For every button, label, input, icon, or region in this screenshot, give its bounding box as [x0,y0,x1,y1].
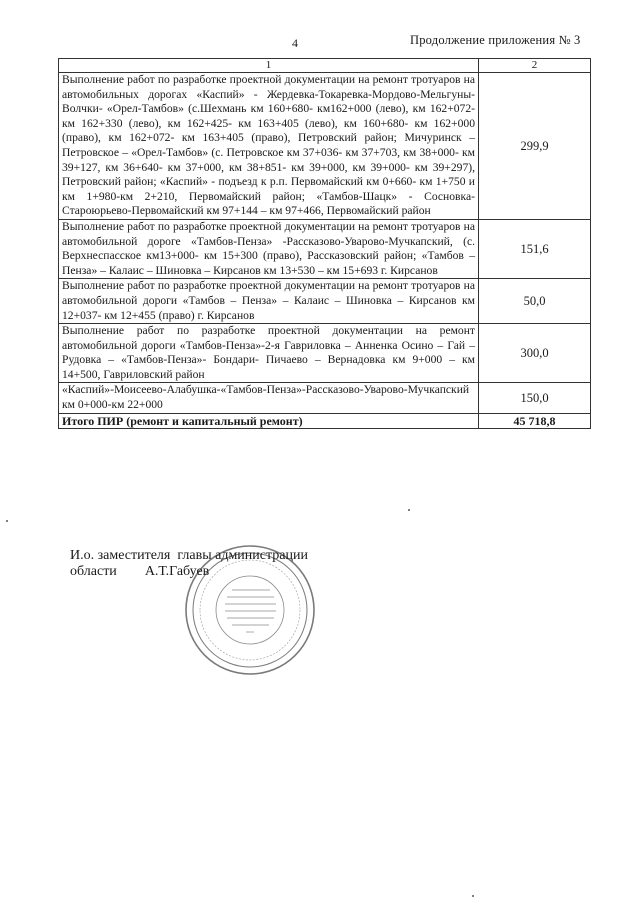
work-cost: 151,6 [479,219,591,278]
total-row [59,413,591,429]
total-label: Итого ПИР (ремонт и капитальный ремонт) [59,413,479,429]
signer-name: А.Т.Габуев [144,564,210,579]
column-number-1: 1 [59,59,479,73]
work-cost: 300,0 [479,324,591,383]
scan-speck [6,520,8,522]
work-description: Выполнение работ по разработке проектной документации на ремонт тротуаров на автомобильной дороге «Тамбов-Пенза» -Рассказово-Уварово-Мучкапский, (с. Верхнеспасское км13+000- км 15+300 (право), Рассказовский район; «Тамбов – Пенза» – Калаис – Шиновка – Кирсанов км 13+530 – км 15+693 г. Кирсанов [59,219,479,278]
signer-position-region: области [70,564,117,579]
total-value: 45 718,8 [479,413,591,429]
work-description: «Каспий»-Моисеево-Алабушка-«Тамбов-Пенза»-Рассказово-Уварово-Мучкапский км 0+000-км 22+000 [59,383,479,413]
signature-block [70,548,308,580]
table-row [59,279,591,324]
work-description: Выполнение работ по разработке проектной документации на ремонт тротуаров на автомобильных дорогах «Каспий» - Жердевка-Токаревка-Мордово-Мельгуны-Волчки- «Орел-Тамбов» (с.Шехмань км 160+680- км162+000 (лево), км 162+072- км 162+330 (лево), км 162+425- км 163+405 (лево), км 160+680- км 162+000 (право), км 162+072- км 163+405 (право), Петровский район; Мичуринск – Петровское – «Орел-Тамбов» (с. Петровское км 37+036- км 37+703, км 38+000- км 39+127, км 36+640- км 37+000, км 38+851- км 39+000, км 39+000- км 39+297), Петровский район; «Каспий» - подъезд к р.п. Первомайский км 0+660- км 1+750 и км 1+980-км 2+210, Первомайский район; «Тамбов-Шацк» - Сосновка-Староюрьево-Первомайский км 97+144 – км 97+466, Первомайский район [59,73,479,220]
signer-position: И.о. заместителя главы администрации [70,548,308,563]
budget-table [58,58,591,429]
work-cost: 150,0 [479,383,591,413]
column-number-row [59,59,591,73]
scan-speck [472,895,474,897]
column-number-2: 2 [479,59,591,73]
work-cost: 299,9 [479,73,591,220]
page-number: 4 [292,36,298,50]
table-row [59,219,591,278]
table-row [59,73,591,220]
table-row [59,324,591,383]
table-row [59,383,591,413]
work-description: Выполнение работ по разработке проектной документации на ремонт тротуаров на автомобильной дороги «Тамбов – Пенза» – Калаис – Шиновка – Кирсанов км 12+037- км 12+455 (право) г. Кирсанов [59,279,479,324]
work-description: Выполнение работ по разработке проектной документации на ремонт автомобильной дороги «Тамбов-Пенза»-2-я Гавриловка – Анненка Осино – Гай – Рудовка – «Тамбов-Пенза»- Бондари- Пичаево – Вернадовка км 9+000 – км 14+500, Гавриловский район [59,324,479,383]
appendix-continuation-note: Продолжение приложения № 3 [410,33,581,47]
work-cost: 50,0 [479,279,591,324]
scan-speck [408,509,410,511]
